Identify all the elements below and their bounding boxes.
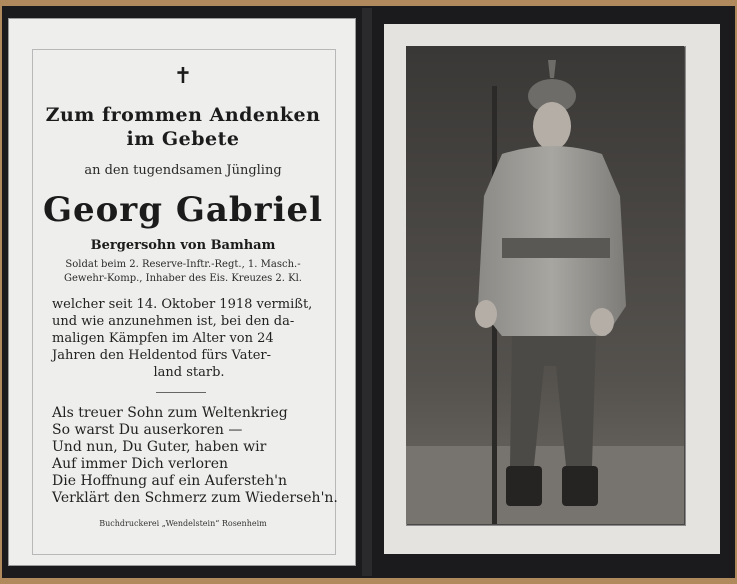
poem-line: Als treuer Sohn zum Weltenkrieg bbox=[52, 405, 288, 421]
face bbox=[533, 102, 571, 150]
paragraph-line: welcher seit 14. Oktober 1918 vermißt, bbox=[52, 297, 313, 312]
printer-imprint: Buchdruckerei „Wendelstein“ Rosenheim bbox=[99, 519, 267, 528]
card-fold bbox=[362, 8, 372, 576]
heading-line-2: im Gebete bbox=[126, 128, 240, 150]
poem-line: Verklärt den Schmerz zum Wiederseh'n. bbox=[52, 490, 338, 506]
poem bbox=[52, 405, 338, 507]
death-paragraph bbox=[52, 296, 326, 381]
deceased-name: Georg Gabriel bbox=[42, 190, 324, 230]
origin-line: Bergersohn von Bamham bbox=[90, 238, 276, 253]
photo-floor bbox=[406, 446, 684, 524]
right-boot bbox=[562, 466, 598, 506]
paragraph-line: und wie anzunehmen ist, bei den da- bbox=[52, 314, 295, 329]
subheading: an den tugendsamen Jüngling bbox=[84, 163, 282, 178]
paragraph-line: land starb. bbox=[153, 365, 225, 380]
cross-icon: ✝ bbox=[173, 64, 193, 89]
left-boot bbox=[506, 466, 542, 506]
ammo-belt bbox=[502, 238, 610, 258]
paragraph-line: maligen Kämpfen im Alter von 24 bbox=[52, 331, 274, 346]
poem-line: Die Hoffnung auf ein Aufersteh'n bbox=[52, 473, 287, 489]
poem-line: Und nun, Du Guter, haben wir bbox=[52, 439, 267, 455]
service-line-2: Gewehr-Komp., Inhaber des Eis. Kreuzes 2. Kl. bbox=[64, 273, 302, 284]
left-hand bbox=[475, 300, 497, 328]
soldier-portrait bbox=[406, 46, 684, 524]
heading-line-1: Zum frommen Andenken bbox=[45, 104, 321, 126]
paragraph-line: Jahren den Heldentod fürs Vater- bbox=[52, 348, 272, 363]
poem-line: So warst Du auserkoren — bbox=[52, 422, 243, 438]
right-hand bbox=[590, 308, 614, 336]
divider bbox=[156, 392, 206, 393]
poem-line: Auf immer Dich verloren bbox=[52, 456, 229, 472]
service-line-1: Soldat beim 2. Reserve-Inftr.-Regt., 1. Masch.- bbox=[65, 259, 301, 270]
